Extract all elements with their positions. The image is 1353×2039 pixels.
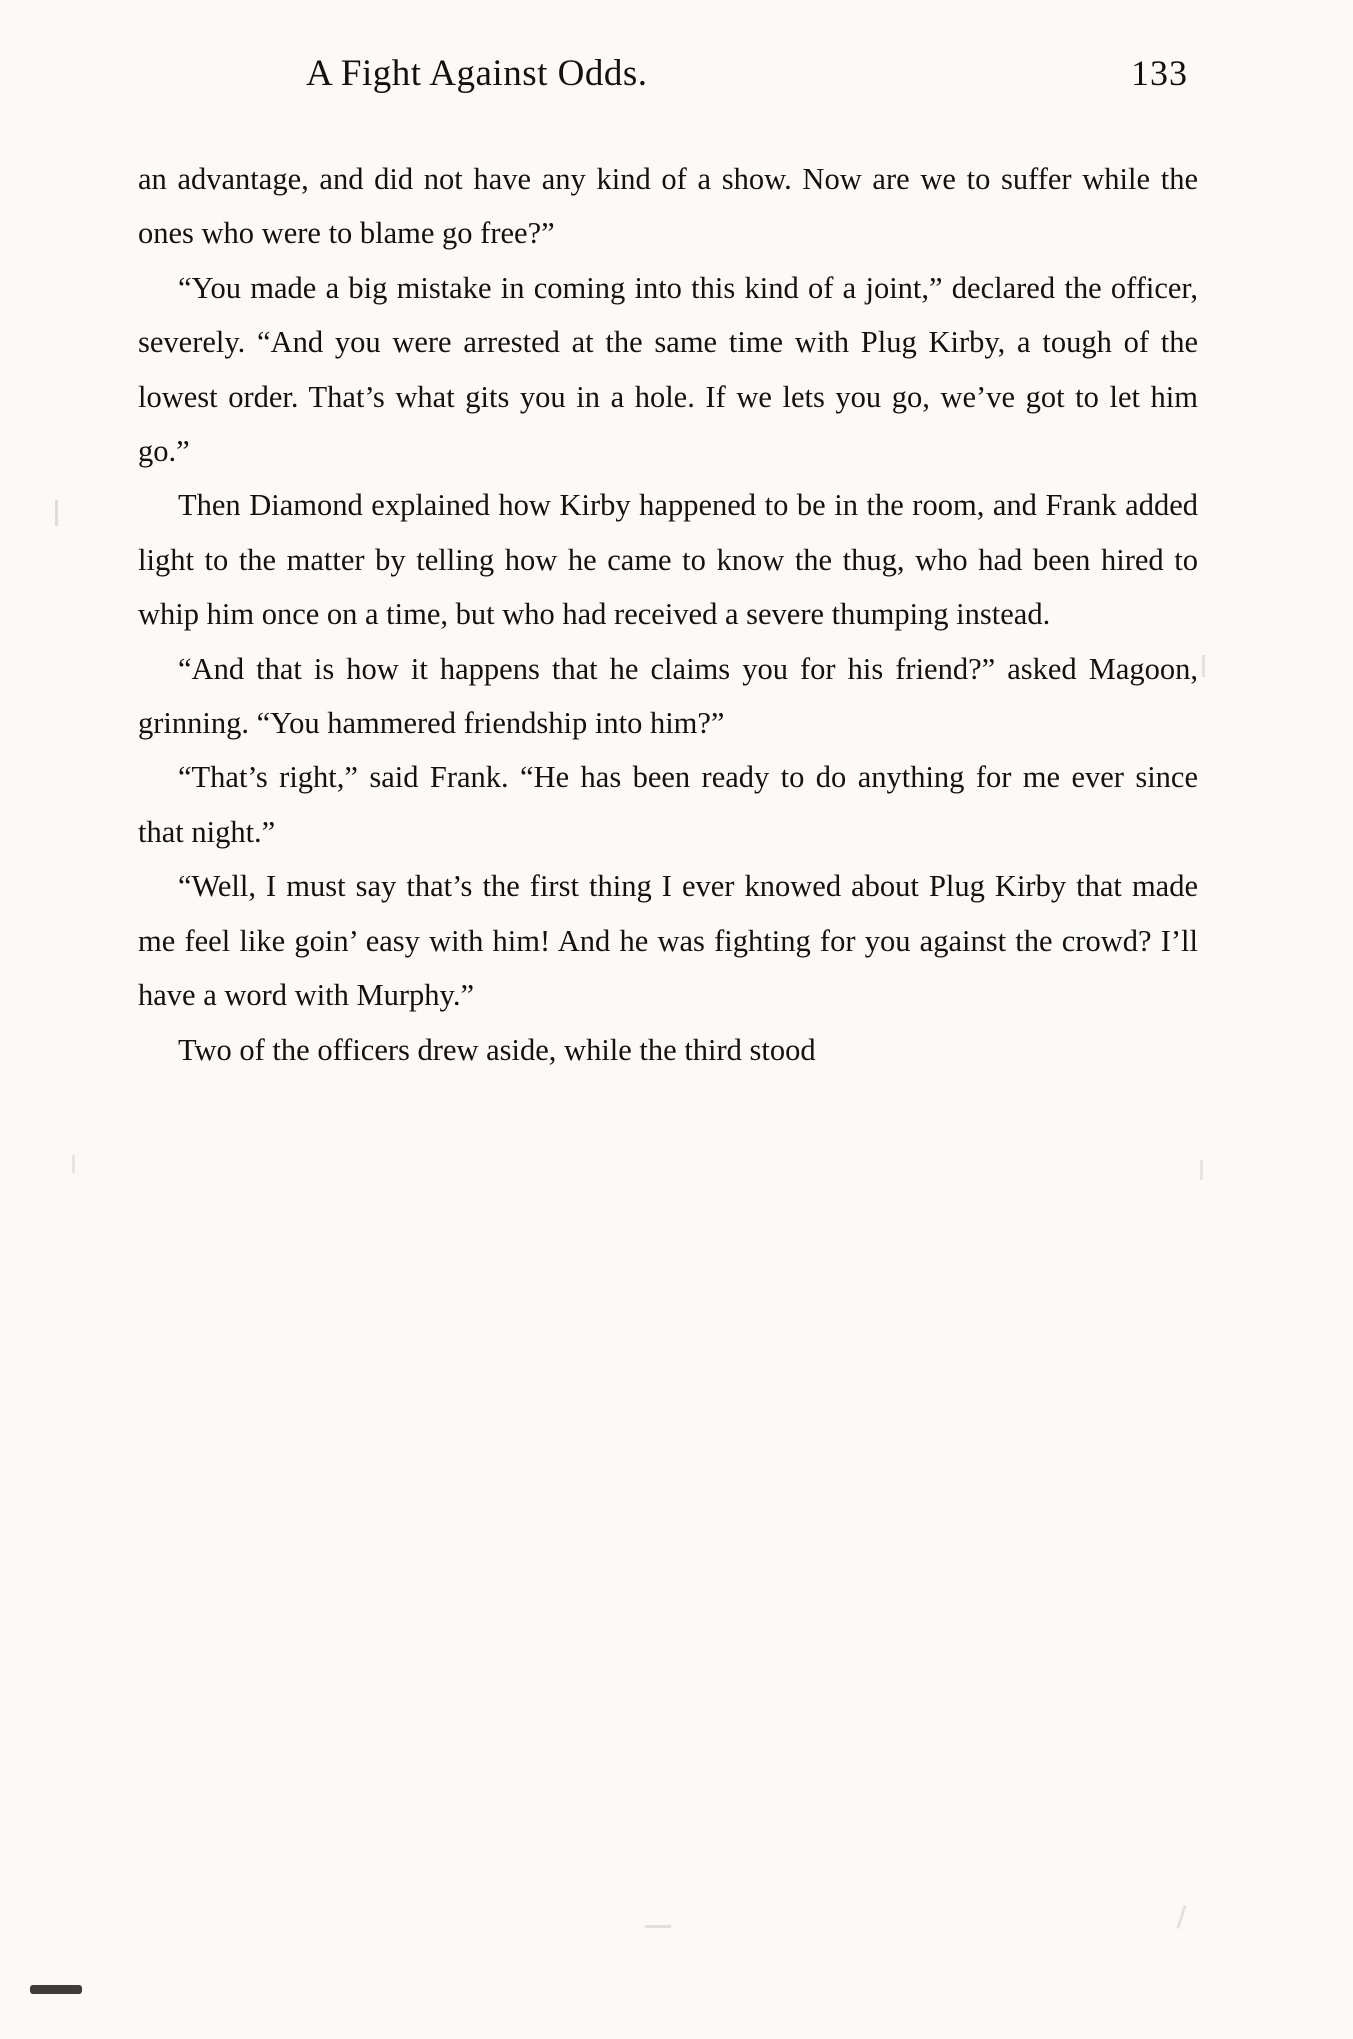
page-number: 133 [1131, 53, 1188, 93]
page-body [138, 152, 1198, 1077]
paragraph: “You made a big mistake in coming into this kind of a joint,” declared the officer, severely. “And you were arrested at the same time with Plug Kirby, a tough of the lowest order. That’s what gits you in a hole. If we lets you go, we’ve got to let him go.” [138, 270, 1198, 469]
paragraph: “Well, I must say that’s the first thing I ever knowed about Plug Kirby that made me feel like goin’ easy with him! And he was fighting for you against the crowd? I’ll have a word with Murphy.” [138, 869, 1198, 1013]
scan-artifact [645, 1925, 671, 1928]
scan-artifact [55, 500, 58, 526]
scan-artifact [72, 1155, 75, 1173]
paragraph: Two of the officers drew aside, while the third stood [178, 1032, 816, 1067]
paragraph: “That’s right,” said Frank. “He has been ready to do anything for me ever since that night.” [138, 760, 1198, 849]
scan-artifact [1202, 655, 1205, 677]
scan-artifact [1200, 1160, 1203, 1180]
running-head-title: A Fight Against Odds. [306, 53, 648, 94]
paragraph: an advantage, and did not have any kind of a show. Now are we to suffer while the ones who were to blame go free?” [138, 162, 1198, 251]
paragraph: “And that is how it happens that he claims you for his friend?” asked Magoon, grinning. “You hammered friendship into him?” [138, 651, 1198, 741]
page-corner-mark [30, 1985, 82, 1994]
page-header [138, 52, 1198, 112]
paragraph: Then Diamond explained how Kirby happened to be in the room, and Frank added light to the matter by telling how he came to know the thug, who had been hired to whip him once on a time, but who had received a severe thumping instead. [138, 488, 1198, 632]
scan-artifact [1176, 1905, 1186, 1929]
